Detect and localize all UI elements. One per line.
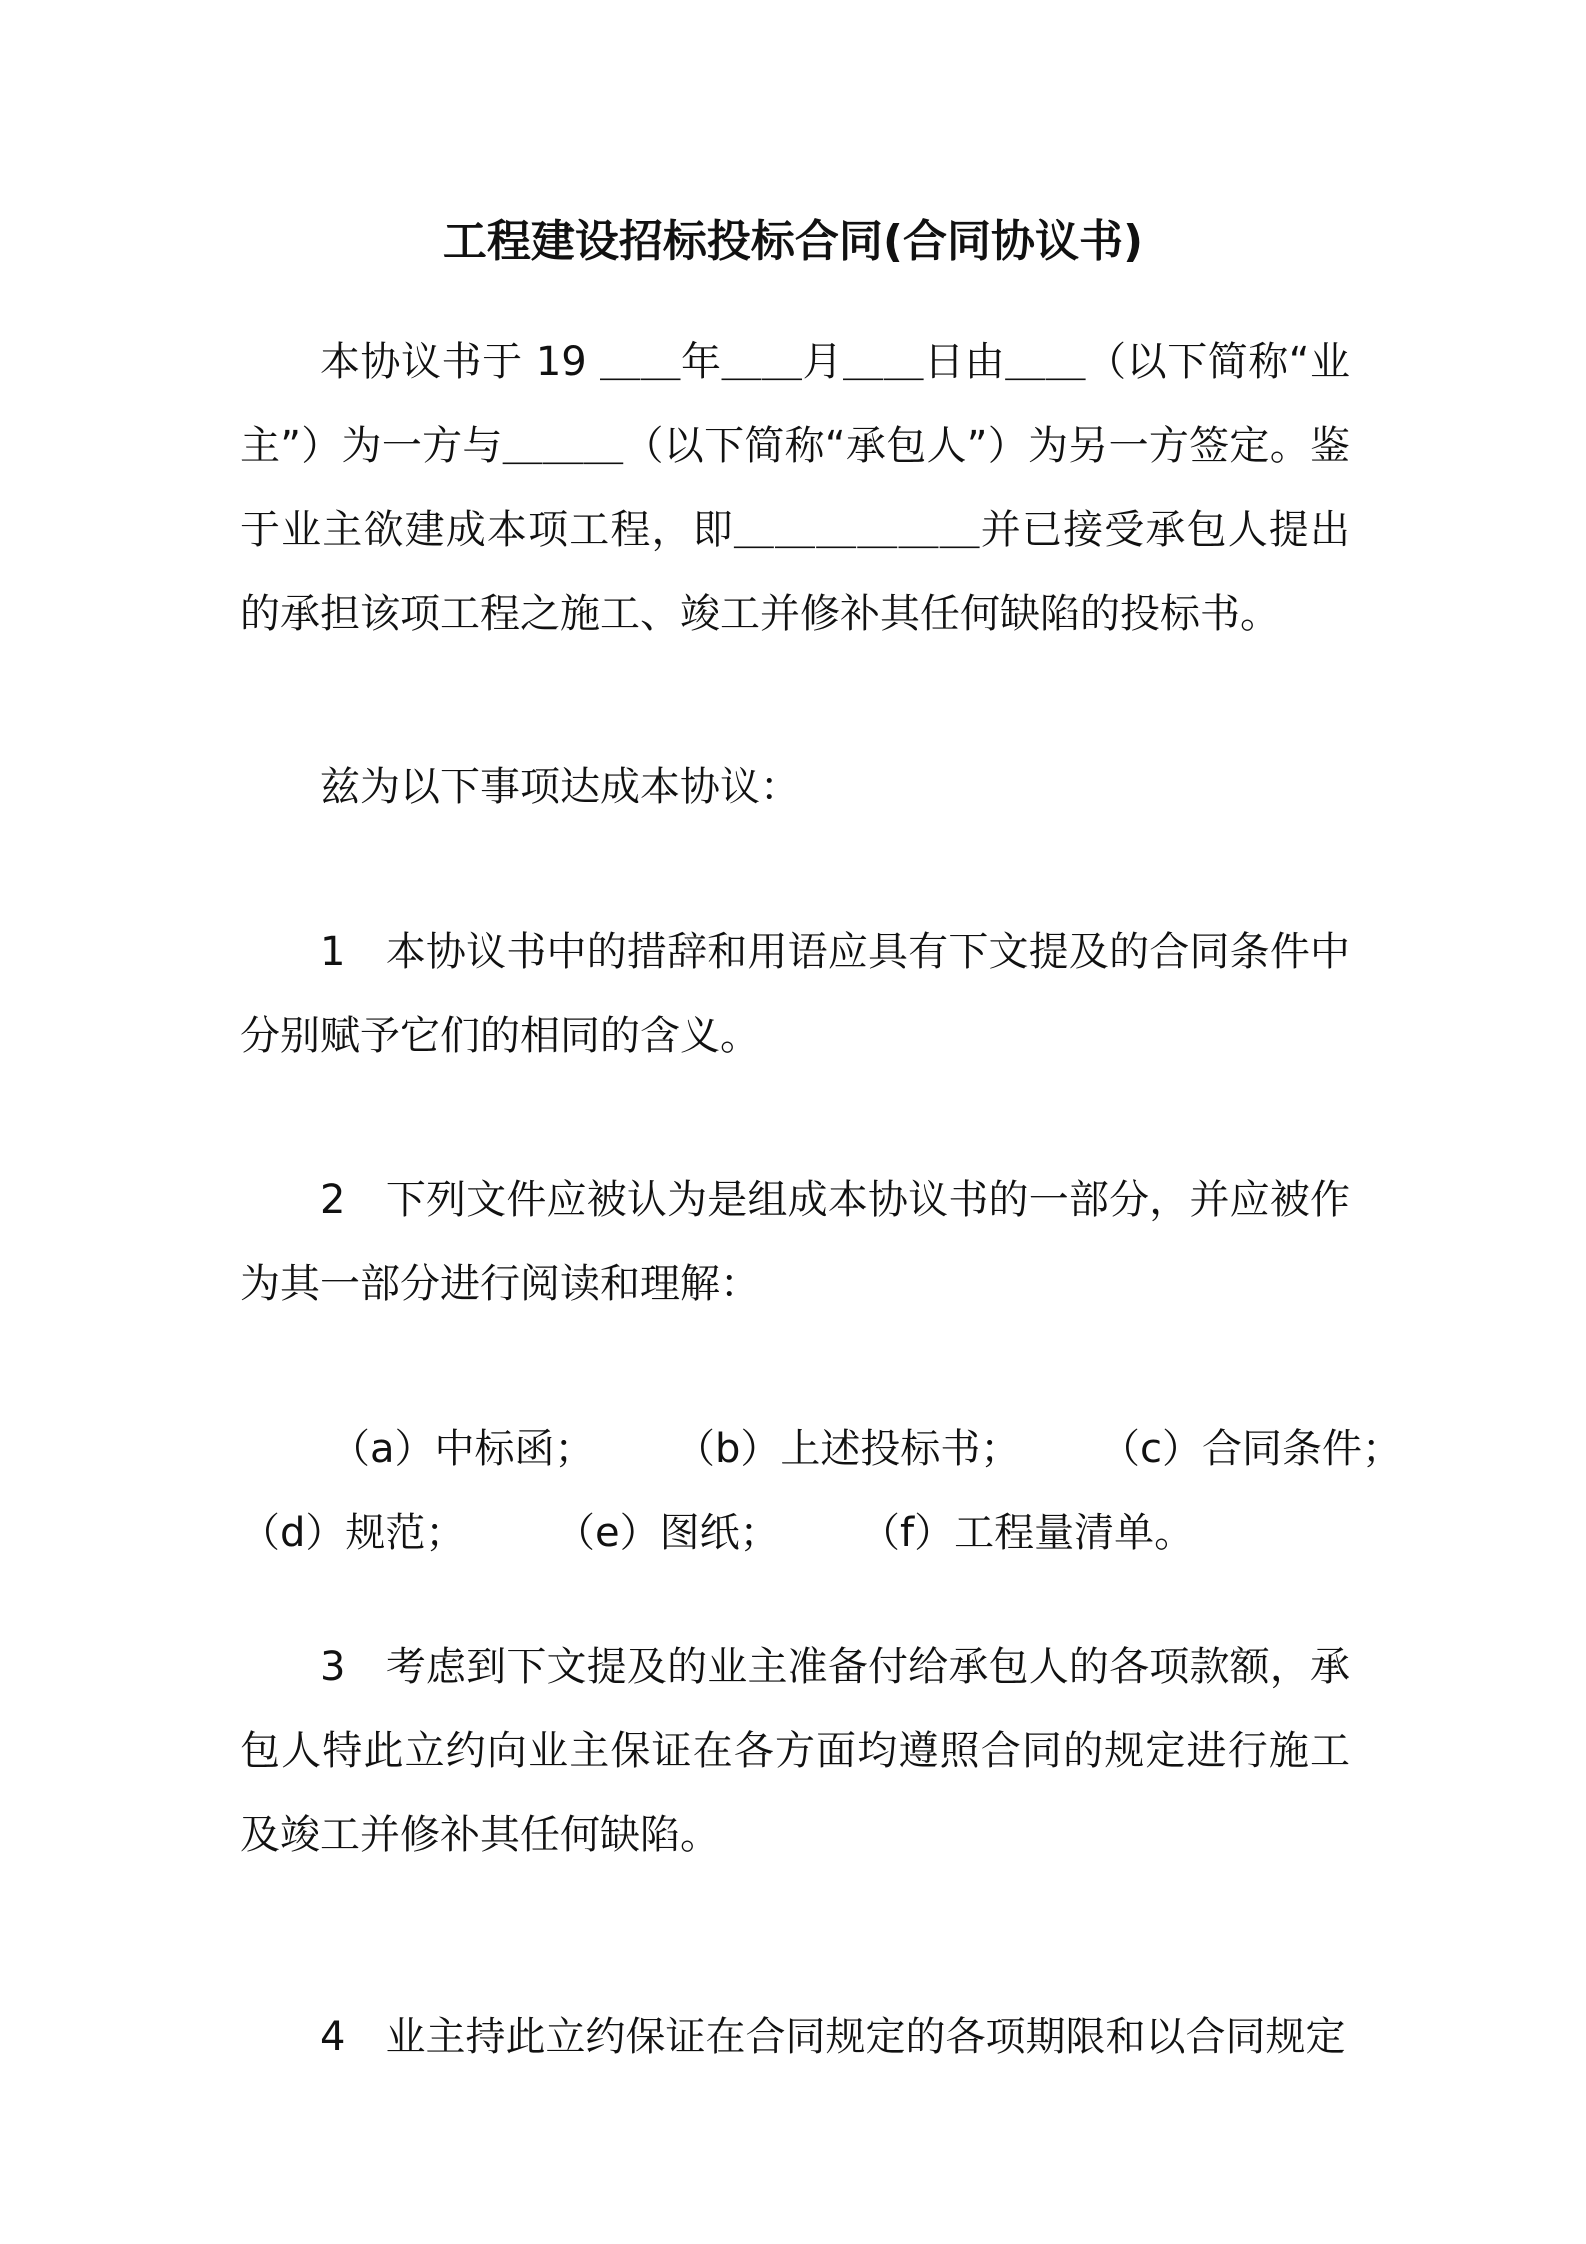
documents-list-item-d: （d）规范； — [240, 1510, 466, 1556]
intro-paragraph: 本协议书于 19 ＿＿年＿＿月＿＿日由＿＿（以下简称“业主”）为一方与＿＿＿（以下简称“承包人”）为另一方签定。鉴于业主欲建成本项工程，即＿＿＿＿＿＿并已接受承包人提出的承担该项工程之施工、竣工并修补其任何缺陷的投标书。 — [240, 339, 1350, 637]
clause-2: 2 下列文件应被认为是组成本协议书的一部分，并应被作为其一部分进行阅读和理解： — [240, 1177, 1350, 1307]
documents-list-item-b: （b）上述投标书； — [675, 1426, 1021, 1472]
document-title: 工程建设招标投标合同(合同协议书) — [442, 216, 1144, 267]
clause-1: 1 本协议书中的措辞和用语应具有下文提及的合同条件中分别赋予它们的相同的含义。 — [240, 929, 1350, 1059]
documents-list-item-e: （e）图纸； — [555, 1510, 780, 1556]
agreement-lead: 兹为以下事项达成本协议： — [320, 764, 800, 810]
documents-list-item-c: （c）合同条件； — [1100, 1426, 1402, 1472]
documents-list-item-f: （f）工程量清单。 — [860, 1510, 1195, 1556]
clause-3: 3 考虑到下文提及的业主准备付给承包人的各项款额，承包人特此立约向业主保证在各方面均遵照合同的规定进行施工及竣工并修补其任何缺陷。 — [240, 1644, 1350, 1858]
clause-4: 4 业主持此立约保证在合同规定的各项期限和以合同规定 — [320, 2014, 1346, 2060]
documents-list-item-a: （a）中标函； — [330, 1426, 595, 1472]
